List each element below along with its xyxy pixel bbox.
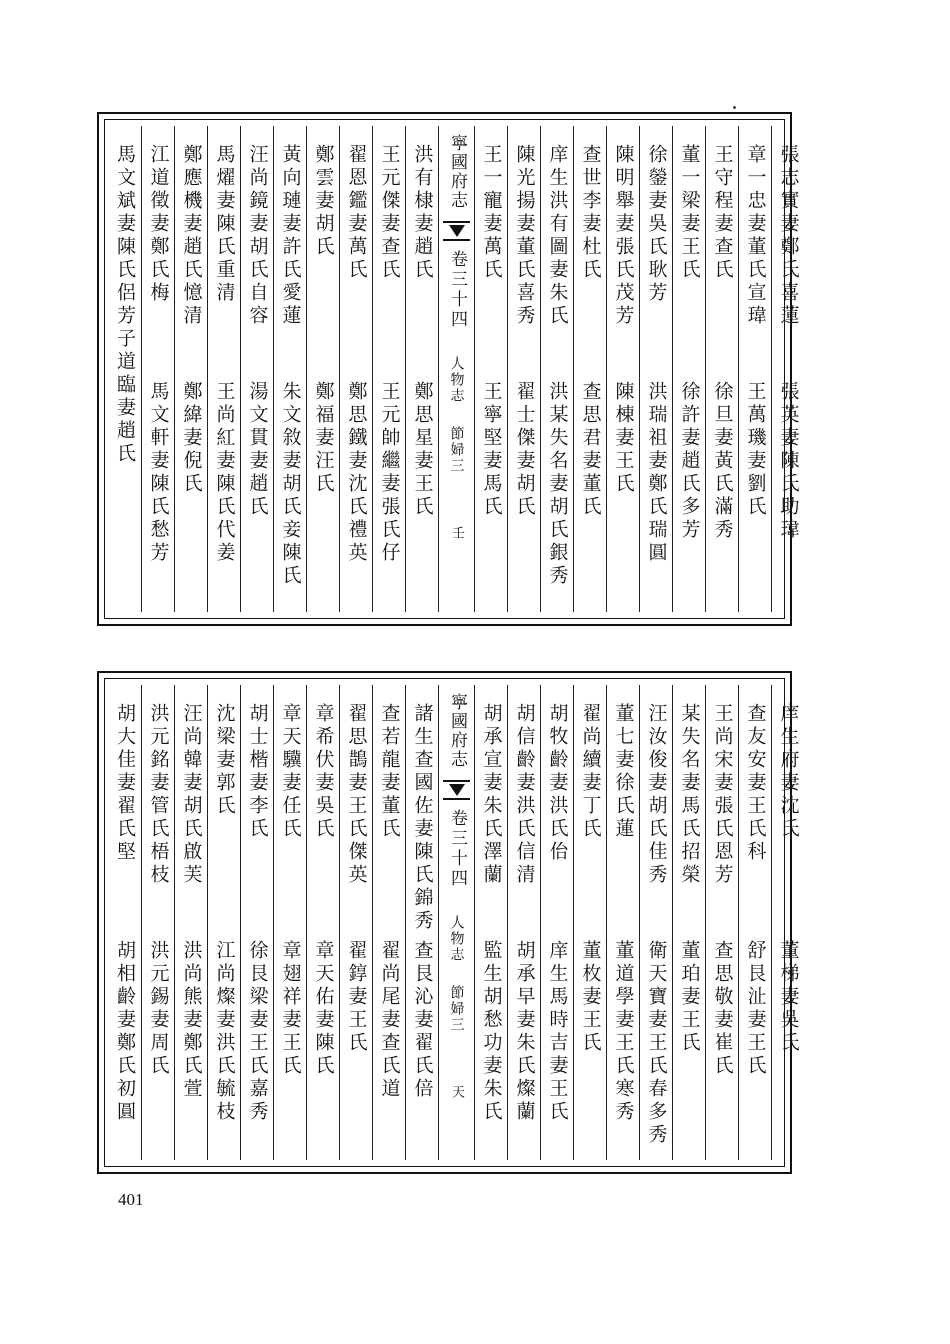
left-text-column <box>339 126 372 612</box>
entry-upper: 黃向璉妻許氏愛蓮 <box>279 144 302 328</box>
left-text-column <box>372 126 405 612</box>
left-text-column <box>141 126 174 612</box>
entry-upper: 翟恩鑑妻萬氏 <box>345 144 368 282</box>
left-text-column <box>240 685 273 1160</box>
right-text-column <box>771 126 804 612</box>
volume-label: 卷三十四 <box>447 809 467 889</box>
right-text-column <box>474 126 507 612</box>
entry-lower: 馬文軒妻陳氏愁芳 <box>147 381 170 565</box>
leaf-number: 天 <box>449 1085 464 1098</box>
entry-upper: 章天驥妻任氏 <box>279 703 302 841</box>
right-text-column <box>507 685 540 1160</box>
entry-upper: 胡承宣妻朱氏澤蘭 <box>480 703 503 887</box>
entry-lower: 庠生馬時吉妻王氏 <box>546 940 569 1124</box>
left-text-column <box>405 685 438 1160</box>
fishtail-ornament <box>443 221 470 241</box>
left-text-column <box>108 685 141 1160</box>
left-text-column <box>174 685 207 1160</box>
entry-lower: 翟士傑妻胡氏 <box>513 381 536 519</box>
entry-upper: 張志實妻鄭氏喜蓮 <box>777 144 800 328</box>
entry-upper: 王守程妻查氏 <box>711 144 734 282</box>
entry-lower: 鄭思鐵妻沈氏禮英 <box>345 381 368 565</box>
entry-upper: 查世李妻杜氏 <box>579 144 602 282</box>
entry-lower: 洪某失名妻胡氏銀秀 <box>546 381 569 588</box>
left-text-column <box>306 126 339 612</box>
right-text-column <box>672 126 705 612</box>
entry-upper: 汪尚鏡妻胡氏自容 <box>246 144 269 328</box>
entry-lower: 查思敬妻崔氏 <box>711 940 734 1078</box>
entry-upper: 胡牧齡妻洪氏佁 <box>546 703 569 864</box>
left-text-column <box>405 126 438 612</box>
subsection-label: 節婦三 <box>448 985 465 1033</box>
right-text-column <box>540 126 573 612</box>
right-text-column <box>639 685 672 1160</box>
entry-upper: 鄭應機妻趙氏憶清 <box>180 144 203 328</box>
entry-lower: 查思君妻董氏 <box>579 381 602 519</box>
right-text-column <box>705 126 738 612</box>
right-text-column <box>705 685 738 1160</box>
entry-upper: 徐鎣妻吳氏耿芳 <box>645 144 668 305</box>
left-text-column <box>207 126 240 612</box>
entry-lower: 董珀妻王氏 <box>678 940 701 1055</box>
entry-lower: 王元帥繼妻張氏仔 <box>378 381 401 565</box>
entry-lower: 章天佑妻陳氏 <box>312 940 335 1078</box>
center-margin-column <box>438 126 474 612</box>
entry-upper: 洪元銘妻管氏梧枝 <box>147 703 170 887</box>
entry-lower: 洪瑞祖妻鄭氏瑞圓 <box>645 381 668 565</box>
right-text-column <box>606 126 639 612</box>
entry-upper: 查友安妻王氏科 <box>744 703 767 864</box>
entry-upper: 鄭雲妻胡氏 <box>312 144 335 259</box>
section-label: 人物志 <box>448 356 465 404</box>
entry-upper: 胡大佳妻翟氏堅 <box>114 703 136 864</box>
entry-upper: 董一梁妻王氏 <box>678 144 701 282</box>
leaf-number: 壬 <box>449 526 464 539</box>
entry-lower: 鄭思星妻王氏 <box>411 381 434 519</box>
left-text-column <box>273 126 306 612</box>
entry-upper: 諸生查國佐妻陳氏錦秀 <box>411 703 434 933</box>
right-text-column <box>573 126 606 612</box>
entry-lower: 鄭緯妻倪氏 <box>180 381 203 496</box>
entry-upper: 王一寵妻萬氏 <box>480 144 503 282</box>
entry-lower: 王寧堅妻馬氏 <box>480 381 503 519</box>
center-margin-column <box>438 685 474 1160</box>
entry-upper: 江道徵妻鄭氏梅 <box>147 144 170 305</box>
book-title: 寧國府志 <box>447 693 467 769</box>
entry-upper: 翟尚續妻丁氏 <box>579 703 602 841</box>
entry-lower: 王尚紅妻陳氏代姜 <box>213 381 236 565</box>
entry-lower: 徐艮梁妻王氏嘉秀 <box>246 940 269 1124</box>
fishtail-ornament <box>443 780 470 800</box>
book-title: 寧國府志 <box>447 134 467 210</box>
entry-upper: 某失名妻馬氏招榮 <box>678 703 701 887</box>
entry-upper: 王元傑妻查氏 <box>378 144 401 282</box>
entry-upper: 陳明舉妻張氏茂芳 <box>612 144 635 328</box>
entry-upper: 章一忠妻董氏宣瑋 <box>744 144 767 328</box>
entry-lower: 翟尚尾妻查氏道 <box>378 940 401 1101</box>
entry-lower: 洪元錫妻周氏 <box>147 940 170 1078</box>
entry-upper: 章希伏妻吳氏 <box>312 703 335 841</box>
left-text-column <box>174 126 207 612</box>
entry-lower: 章翅祥妻王氏 <box>279 940 302 1078</box>
left-text-column <box>339 685 372 1160</box>
entry-lower: 胡承早妻朱氏燦蘭 <box>513 940 536 1124</box>
left-text-column <box>240 126 273 612</box>
left-text-column <box>108 126 141 612</box>
entry-lower: 鄭福妻汪氏 <box>312 381 335 496</box>
right-text-column <box>771 685 804 1160</box>
right-text-column <box>738 126 771 612</box>
entry-upper: 董七妻徐氏蓮 <box>612 703 635 841</box>
left-text-column <box>306 685 339 1160</box>
entry-lower: 徐許妻趙氏多芳 <box>678 381 701 542</box>
entry-upper: 馬文斌妻陳氏侶芳子道臨妻趙氏 <box>114 144 136 466</box>
entry-upper: 洪有棣妻趙氏 <box>411 144 434 282</box>
right-text-column <box>507 126 540 612</box>
entry-upper: 汪尚韓妻胡氏啟芙 <box>180 703 203 887</box>
entry-upper: 陳光揚妻董氏喜秀 <box>513 144 536 328</box>
right-text-column <box>606 685 639 1160</box>
entry-upper: 沈梁妻郭氏 <box>213 703 236 818</box>
page-number: 401 <box>118 1190 144 1209</box>
subsection-label: 節婦三 <box>448 426 465 474</box>
entry-upper: 胡士楷妻李氏 <box>246 703 269 841</box>
entry-lower: 胡相齡妻鄭氏初圓 <box>114 940 136 1124</box>
scan-speck <box>733 106 736 109</box>
entry-lower: 翟錞妻王氏 <box>345 940 368 1055</box>
entry-lower: 陳棟妻王氏 <box>612 381 635 496</box>
entry-lower: 監生胡愁功妻朱氏 <box>480 940 503 1124</box>
right-text-column <box>573 685 606 1160</box>
left-text-column <box>207 685 240 1160</box>
right-text-column <box>474 685 507 1160</box>
right-text-column <box>738 685 771 1160</box>
bottom-page-frame <box>97 671 800 1174</box>
entry-lower: 湯文貫妻趙氏 <box>246 381 269 519</box>
entry-upper: 庠生洪有圖妻朱氏 <box>546 144 569 328</box>
entry-lower: 董枚妻王氏 <box>579 940 602 1055</box>
volume-label: 卷三十四 <box>447 250 467 330</box>
entry-upper: 庠生府妻沈氏 <box>777 703 800 841</box>
entry-upper: 胡信齡妻洪氏信清 <box>513 703 536 887</box>
entry-upper: 王尚宋妻張氏恩芳 <box>711 703 734 887</box>
entry-lower: 衛天寶妻王氏春多秀 <box>645 940 668 1147</box>
section-label: 人物志 <box>448 915 465 963</box>
entry-lower: 張英妻陳氏助瑋 <box>777 381 800 542</box>
entry-lower: 舒艮沚妻王氏 <box>744 940 767 1078</box>
entry-lower: 江尚燦妻洪氏毓枝 <box>213 940 236 1124</box>
entry-lower: 董道學妻王氏寒秀 <box>612 940 635 1124</box>
entry-upper: 查若龍妻董氏 <box>378 703 401 841</box>
entry-lower: 朱文敘妻胡氏妾陳氏 <box>279 381 302 588</box>
entry-upper: 翟思鵲妻王氏傑英 <box>345 703 368 887</box>
entry-upper: 汪汝俊妻胡氏佳秀 <box>645 703 668 887</box>
right-text-column <box>672 685 705 1160</box>
top-page-frame <box>97 112 800 626</box>
left-text-column <box>372 685 405 1160</box>
entry-lower: 查艮沁妻翟氏倍 <box>411 940 434 1101</box>
left-text-column <box>141 685 174 1160</box>
right-text-column <box>540 685 573 1160</box>
entry-upper: 馬燿妻陳氏重清 <box>213 144 236 305</box>
entry-lower: 洪尚熊妻鄭氏萱 <box>180 940 203 1101</box>
entry-lower: 王萬璣妻劉氏 <box>744 381 767 519</box>
entry-lower: 徐旦妻黃氏滿秀 <box>711 381 734 542</box>
entry-lower: 董梯妻吳氏 <box>777 940 800 1055</box>
left-text-column <box>273 685 306 1160</box>
right-text-column <box>639 126 672 612</box>
